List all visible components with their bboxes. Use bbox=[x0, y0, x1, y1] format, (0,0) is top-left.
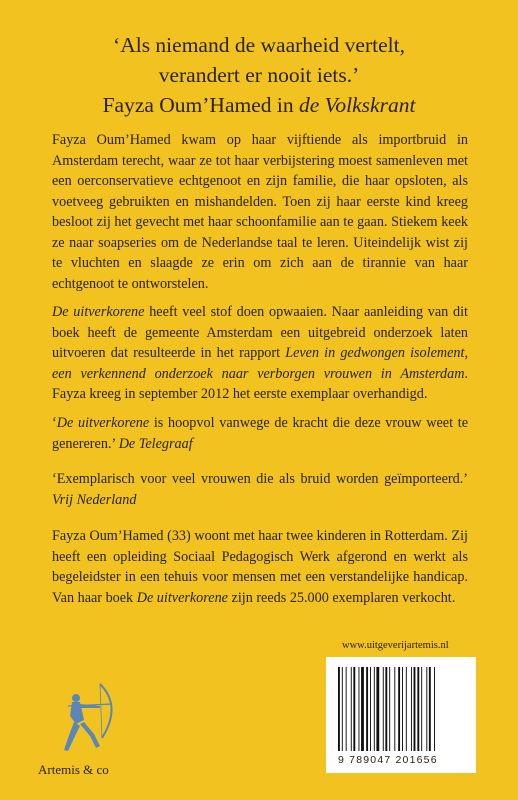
review-source: De Telegraaf bbox=[118, 435, 193, 452]
quote-line-1: ‘Als niemand de waarheid vertelt, bbox=[113, 33, 405, 57]
summary-paragraph-2 bbox=[52, 302, 468, 405]
barcode-area bbox=[326, 657, 476, 773]
publisher-url[interactable]: www.uitgeverijartemis.nl bbox=[342, 640, 449, 651]
p2-text-a: heeft veel stof doen opwaaien. Naar aanleiding van dit boek heeft de gemeente Amsterdam een uitgebreid onderzoek laten uitvoeren dat resulteerde in het rapport bbox=[52, 304, 468, 361]
archer-icon bbox=[50, 676, 130, 756]
barcode bbox=[326, 657, 476, 773]
p2-text-b: . Fayza kreeg in september 2012 het eerste exemplaar overhandigd. bbox=[52, 365, 468, 402]
cover-quote bbox=[0, 30, 518, 120]
review-source: Vrij Nederland bbox=[52, 491, 137, 508]
review-vrij-nederland bbox=[52, 469, 468, 510]
isbn-number: 9 789047 201656 bbox=[338, 754, 438, 766]
review-telegraaf: ‘De uitverkorene is hoopvol vanwege de kracht die deze vrouw weet te genereren.’ De Telegraaf bbox=[52, 415, 468, 452]
review-text: is hoopvol vanwege de kracht die deze vrouw weet te genereren.’ bbox=[52, 415, 468, 452]
summary-text: Fayza Oum’Hamed kwam op haar vijftiende als importbruid in Amsterdam terecht, waar ze tot haar verbijstering moest samenleven met een oerconservatieve echtgenoot en zijn familie, die haar opsloten, als voetveeg gebruikten en mishandelden. Toen zij haar eerste kind kreeg besloot zij het gevecht met haar schoonfamilie aan te gaan. Stiekem keek ze naar soapseries om de Nederlandse taal te leren. Uiteindelijk wist zij te vluchten en slaagde ze erin om zich aan de tirannie van haar echtgenoot te ontworstelen. bbox=[52, 132, 468, 292]
author-bio: Fayza Oum’Hamed (33) woont met haar twee kinderen in Rotterdam. Zij heeft een opleiding Sociaal Pedagogisch Werk afgerond en werkt als begeleidster in een tehuis voor mensen met een verstandelijke handicap. Van haar boek De uitverkorene zijn reeds 25.000 exemplaren verkocht. bbox=[52, 528, 468, 606]
report-title: Leven in gedwongen isolement, een verkennend onderzoek naar verborgen vrouwen in Amsterdam bbox=[52, 345, 468, 382]
quote-attribution bbox=[0, 90, 518, 120]
review-text: ‘Exemplarisch voor veel vrouwen die als bruid worden geïmporteerd.’ bbox=[52, 471, 468, 487]
attribution-prefix: Fayza Oum’Hamed in bbox=[102, 93, 299, 117]
quote-line-2: verandert er nooit iets.’ bbox=[158, 63, 360, 87]
summary-paragraph-1 bbox=[52, 130, 468, 294]
review-book-title: De uitverkorene bbox=[56, 415, 150, 431]
bio-book-title: De uitverkorene bbox=[136, 589, 228, 606]
attribution-source: de Volkskrant bbox=[299, 93, 416, 117]
publisher-name: Artemis & co bbox=[38, 762, 109, 777]
barcode-bars bbox=[338, 667, 466, 751]
book-title: De uitverkorene bbox=[52, 304, 145, 320]
